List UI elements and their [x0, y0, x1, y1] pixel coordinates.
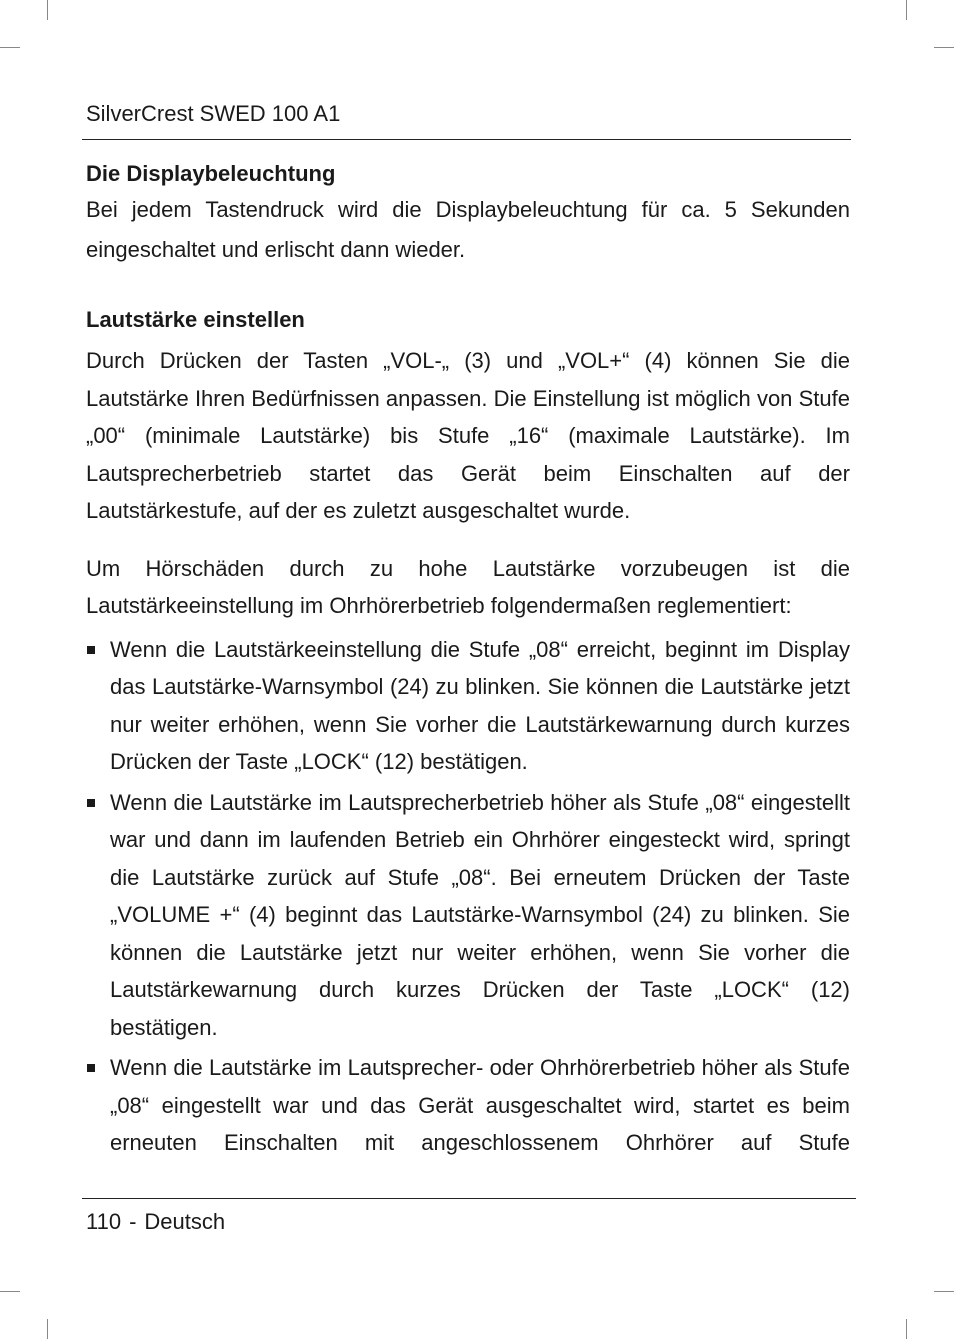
section-heading-display-light: Die Displaybeleuchtung [86, 161, 336, 186]
crop-mark [47, 0, 48, 20]
bullet-square-icon [87, 1064, 95, 1072]
list-item [86, 631, 850, 781]
section-heading-volume: Lautstärke einstellen [86, 307, 305, 332]
paragraph: Durch Drücken der Tasten „VOL-„ (3) und „VOL+“ (4) können Sie die Lautstärke Ihren Bedürfnissen anpassen. Die Einstellung ist möglich von Stufe „00“ (minimale Lautstärke) bis Stufe „16“ (maximale Lautstärke). Im Lautsprecherbetrieb startet das Gerät beim Einschalten auf der Lautstärkestufe, auf der es zuletzt ausgeschaltet wurde. [86, 348, 850, 523]
paragraph: Bei jedem Tastendruck wird die Displaybeleuchtung für ca. 5 Sekunden eingeschaltet und erlischt dann wieder. [86, 197, 850, 262]
footer-language: Deutsch [144, 1209, 226, 1234]
list-item [86, 1049, 850, 1162]
footer-separator: - [129, 1209, 137, 1234]
page-content [86, 158, 850, 1162]
page-header: SilverCrest SWED 100 A1 [86, 101, 341, 126]
crop-mark [934, 1291, 954, 1292]
list-item-text: Wenn die Lautstärkeeinstellung die Stufe „08“ erreicht, beginnt im Display das Lautstärke-Warnsymbol (24) zu blinken. Sie können die Lautstärke jetzt nur weiter erhöhen, wenn Sie vorher die Lautstärkewarnung durch kurzes Drücken der Taste „LOCK“ (12) bestätigen. [110, 636, 850, 774]
crop-mark [906, 1319, 907, 1339]
paragraph: Um Hörschäden durch zu hohe Lautstärke vorzubeugen ist die Lautstärkeeinstellung im Ohrhörerbetrieb folgendermaßen reglementiert: [86, 555, 850, 618]
bullet-square-icon [87, 646, 95, 654]
crop-mark [0, 1291, 20, 1292]
footer-divider [82, 1198, 856, 1199]
bullet-list [86, 631, 850, 1162]
bullet-square-icon [87, 799, 95, 807]
list-item-text: Wenn die Lautstärke im Lautsprecher- oder Ohrhörerbetrieb höher als Stufe „08“ eingestellt war und das Gerät ausgeschaltet wird, startet es beim erneuten Einschalten mit angeschlossenem Ohrhörer auf Stufe [110, 1055, 850, 1155]
crop-mark [934, 47, 954, 48]
list-item-text: Wenn die Lautstärke im Lautsprecherbetrieb höher als Stufe „08“ eingestellt war und dann im laufenden Betrieb ein Ohrhörer eingesteckt wird, springt die Lautstärke zurück auf Stufe „08“. Bei erneutem Drücken der Taste „VOLUME +“ (4) beginnt das Lautstärke-Warnsymbol (24) zu blinken. Sie können die Lautstärke jetzt nur weiter erhöhen, wenn Sie vorher die Lautstärkewarnung durch kurzes Drücken der Taste „LOCK“ (12) bestätigen. [110, 789, 850, 1040]
crop-mark [906, 0, 907, 20]
page-footer [86, 1208, 225, 1236]
header-divider [82, 139, 851, 140]
crop-mark [47, 1319, 48, 1339]
crop-mark [0, 47, 20, 48]
page-number: 110 [86, 1209, 122, 1234]
list-item [86, 784, 850, 1047]
